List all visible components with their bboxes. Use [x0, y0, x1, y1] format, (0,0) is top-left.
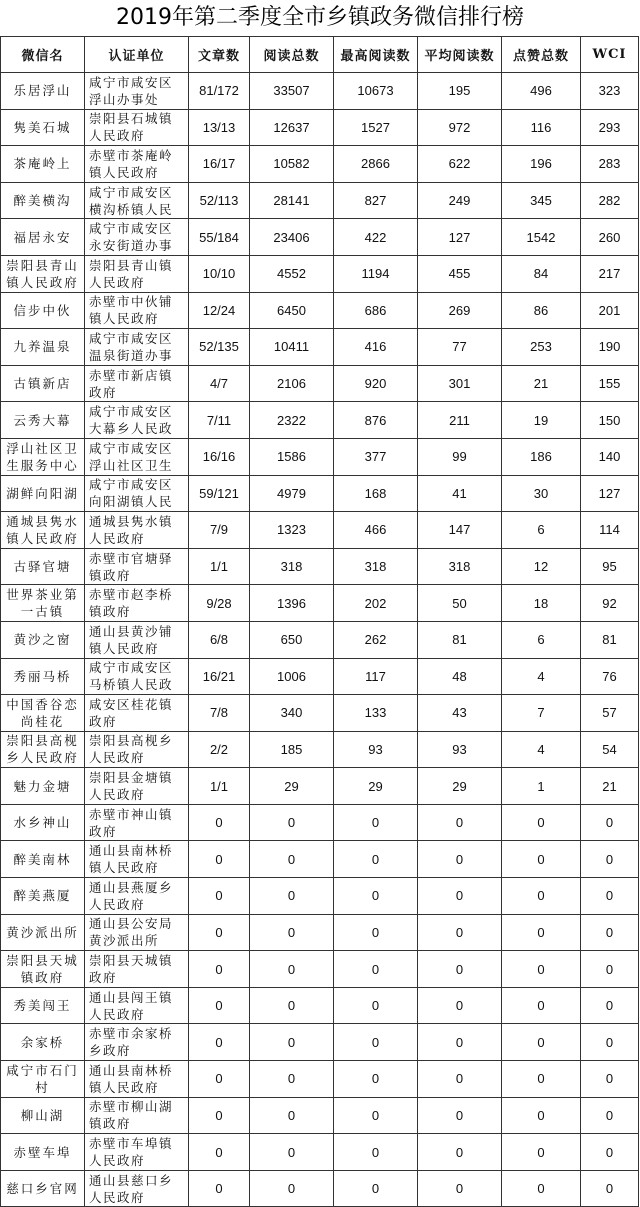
cell-total-reads: 4979: [250, 475, 334, 512]
cell-articles: 16/21: [189, 658, 250, 695]
cell-wci: 0: [581, 1170, 639, 1207]
table-row: [1, 329, 639, 366]
cell-wechat-name: 古驿官塘: [1, 548, 85, 585]
cell-wechat-name: 湖鲜向阳湖: [1, 475, 85, 512]
cell-total-likes: 0: [502, 1097, 581, 1134]
cell-avg-reads: 99: [418, 438, 502, 475]
cell-certified-unit: 通城县隽水镇人民政府: [85, 512, 189, 549]
cell-total-reads: 29: [250, 768, 334, 805]
cell-certified-unit: 赤壁市神山镇政府: [85, 804, 189, 841]
cell-total-likes: 0: [502, 951, 581, 988]
table-row: [1, 987, 639, 1024]
cell-total-likes: 1: [502, 768, 581, 805]
cell-certified-unit: 赤壁市新店镇政府: [85, 365, 189, 402]
table-row: [1, 365, 639, 402]
cell-max-reads: 686: [334, 292, 418, 329]
table-row: [1, 548, 639, 585]
cell-total-reads: 318: [250, 548, 334, 585]
cell-wci: 0: [581, 987, 639, 1024]
table-row: [1, 658, 639, 695]
cell-total-likes: 19: [502, 402, 581, 439]
cell-articles: 52/135: [189, 329, 250, 366]
table-row: [1, 621, 639, 658]
cell-total-likes: 0: [502, 987, 581, 1024]
cell-max-reads: 202: [334, 585, 418, 622]
table-row: [1, 402, 639, 439]
cell-certified-unit: 赤壁市茶庵岭镇人民政府: [85, 146, 189, 183]
table-row: [1, 109, 639, 146]
cell-wci: 282: [581, 182, 639, 219]
cell-total-reads: 4552: [250, 255, 334, 292]
column-header-max-reads: 最高阅读数: [334, 37, 418, 73]
cell-certified-unit: 通山县慈口乡人民政府: [85, 1170, 189, 1207]
column-header-total-reads: 阅读总数: [250, 37, 334, 73]
cell-avg-reads: 211: [418, 402, 502, 439]
cell-articles: 1/1: [189, 548, 250, 585]
cell-max-reads: 2866: [334, 146, 418, 183]
cell-certified-unit: 通山县燕厦乡人民政府: [85, 878, 189, 915]
cell-total-likes: 30: [502, 475, 581, 512]
table-row: [1, 841, 639, 878]
cell-avg-reads: 0: [418, 878, 502, 915]
cell-avg-reads: 0: [418, 1170, 502, 1207]
table-row: [1, 512, 639, 549]
cell-wci: 0: [581, 878, 639, 915]
cell-wci: 260: [581, 219, 639, 256]
ranking-table: [0, 36, 639, 1207]
cell-wci: 283: [581, 146, 639, 183]
cell-certified-unit: 咸宁市咸安区浮山办事处: [85, 73, 189, 110]
cell-total-likes: 84: [502, 255, 581, 292]
cell-total-reads: 10411: [250, 329, 334, 366]
cell-wci: 95: [581, 548, 639, 585]
cell-articles: 16/16: [189, 438, 250, 475]
cell-wechat-name: 信步中伙: [1, 292, 85, 329]
cell-wci: 0: [581, 1097, 639, 1134]
cell-total-reads: 0: [250, 804, 334, 841]
table-row: [1, 1024, 639, 1061]
column-header-wechat-name: 微信名: [1, 37, 85, 73]
cell-max-reads: 0: [334, 1061, 418, 1098]
cell-max-reads: 0: [334, 914, 418, 951]
cell-wechat-name: 云秀大幕: [1, 402, 85, 439]
cell-articles: 0: [189, 1061, 250, 1098]
cell-total-reads: 0: [250, 878, 334, 915]
column-header-articles: 文章数: [189, 37, 250, 73]
cell-total-likes: 6: [502, 512, 581, 549]
cell-total-reads: 1323: [250, 512, 334, 549]
cell-total-likes: 0: [502, 1061, 581, 1098]
table-row: [1, 292, 639, 329]
cell-wechat-name: 余家桥: [1, 1024, 85, 1061]
cell-certified-unit: 通山县闯王镇人民政府: [85, 987, 189, 1024]
cell-wci: 114: [581, 512, 639, 549]
cell-wechat-name: 慈口乡官网: [1, 1170, 85, 1207]
cell-total-reads: 33507: [250, 73, 334, 110]
cell-wci: 155: [581, 365, 639, 402]
table-row: [1, 804, 639, 841]
cell-articles: 10/10: [189, 255, 250, 292]
cell-avg-reads: 48: [418, 658, 502, 695]
cell-articles: 81/172: [189, 73, 250, 110]
cell-wechat-name: 赤壁车埠: [1, 1134, 85, 1171]
cell-total-reads: 0: [250, 841, 334, 878]
cell-wci: 21: [581, 768, 639, 805]
column-header-certified-unit: 认证单位: [85, 37, 189, 73]
cell-articles: 0: [189, 1170, 250, 1207]
cell-total-reads: 650: [250, 621, 334, 658]
cell-wechat-name: 魅力金塘: [1, 768, 85, 805]
cell-wechat-name: 茶庵岭上: [1, 146, 85, 183]
cell-total-likes: 7: [502, 695, 581, 732]
cell-wechat-name: 福居永安: [1, 219, 85, 256]
cell-wci: 0: [581, 1024, 639, 1061]
cell-max-reads: 422: [334, 219, 418, 256]
cell-articles: 52/113: [189, 182, 250, 219]
cell-wci: 140: [581, 438, 639, 475]
cell-articles: 13/13: [189, 109, 250, 146]
cell-total-reads: 12637: [250, 109, 334, 146]
cell-wci: 0: [581, 1061, 639, 1098]
table-row: [1, 585, 639, 622]
cell-articles: 0: [189, 804, 250, 841]
cell-total-likes: 0: [502, 878, 581, 915]
cell-articles: 6/8: [189, 621, 250, 658]
cell-wechat-name: 醉美南林: [1, 841, 85, 878]
cell-certified-unit: 崇阳县高枧乡人民政府: [85, 731, 189, 768]
cell-avg-reads: 318: [418, 548, 502, 585]
cell-wci: 127: [581, 475, 639, 512]
cell-avg-reads: 41: [418, 475, 502, 512]
cell-total-reads: 185: [250, 731, 334, 768]
cell-articles: 7/8: [189, 695, 250, 732]
cell-articles: 1/1: [189, 768, 250, 805]
cell-total-reads: 0: [250, 1024, 334, 1061]
cell-certified-unit: 咸宁市咸安区浮山社区卫生: [85, 438, 189, 475]
cell-wci: 217: [581, 255, 639, 292]
cell-total-reads: 2106: [250, 365, 334, 402]
cell-total-reads: 1396: [250, 585, 334, 622]
cell-total-likes: 18: [502, 585, 581, 622]
cell-max-reads: 1527: [334, 109, 418, 146]
cell-certified-unit: 崇阳县青山镇人民政府: [85, 255, 189, 292]
cell-wci: 76: [581, 658, 639, 695]
cell-max-reads: 133: [334, 695, 418, 732]
cell-avg-reads: 127: [418, 219, 502, 256]
cell-max-reads: 1194: [334, 255, 418, 292]
cell-articles: 0: [189, 1097, 250, 1134]
cell-articles: 0: [189, 1134, 250, 1171]
cell-wci: 54: [581, 731, 639, 768]
cell-total-likes: 0: [502, 1170, 581, 1207]
table-row: [1, 878, 639, 915]
cell-total-reads: 0: [250, 1170, 334, 1207]
cell-certified-unit: 通山县南林桥镇人民政府: [85, 1061, 189, 1098]
cell-avg-reads: 81: [418, 621, 502, 658]
cell-certified-unit: 赤壁市余家桥乡政府: [85, 1024, 189, 1061]
cell-wci: 293: [581, 109, 639, 146]
cell-wechat-name: 崇阳县青山镇人民政府: [1, 255, 85, 292]
cell-articles: 12/24: [189, 292, 250, 329]
cell-wci: 190: [581, 329, 639, 366]
cell-max-reads: 318: [334, 548, 418, 585]
cell-max-reads: 920: [334, 365, 418, 402]
cell-total-likes: 1542: [502, 219, 581, 256]
cell-total-likes: 496: [502, 73, 581, 110]
cell-avg-reads: 0: [418, 841, 502, 878]
cell-articles: 0: [189, 987, 250, 1024]
cell-total-likes: 116: [502, 109, 581, 146]
cell-total-likes: 0: [502, 914, 581, 951]
cell-wechat-name: 咸宁市石门村: [1, 1061, 85, 1098]
cell-avg-reads: 0: [418, 914, 502, 951]
table-row: [1, 951, 639, 988]
cell-certified-unit: 咸安区桂花镇政府: [85, 695, 189, 732]
cell-max-reads: 0: [334, 878, 418, 915]
cell-avg-reads: 972: [418, 109, 502, 146]
cell-max-reads: 0: [334, 987, 418, 1024]
table-header-row: [1, 37, 639, 73]
cell-total-likes: 186: [502, 438, 581, 475]
cell-articles: 2/2: [189, 731, 250, 768]
cell-max-reads: 466: [334, 512, 418, 549]
cell-avg-reads: 0: [418, 987, 502, 1024]
cell-articles: 9/28: [189, 585, 250, 622]
cell-certified-unit: 通山县黄沙铺镇人民政府: [85, 621, 189, 658]
cell-max-reads: 0: [334, 1134, 418, 1171]
cell-certified-unit: 咸宁市咸安区向阳湖镇人民: [85, 475, 189, 512]
cell-wci: 201: [581, 292, 639, 329]
cell-wechat-name: 秀丽马桥: [1, 658, 85, 695]
cell-total-reads: 6450: [250, 292, 334, 329]
cell-wechat-name: 柳山湖: [1, 1097, 85, 1134]
cell-wci: 0: [581, 951, 639, 988]
table-row: [1, 146, 639, 183]
cell-avg-reads: 0: [418, 804, 502, 841]
cell-wechat-name: 世界茶业第一古镇: [1, 585, 85, 622]
cell-total-likes: 0: [502, 1024, 581, 1061]
cell-wechat-name: 乐居浮山: [1, 73, 85, 110]
cell-total-likes: 6: [502, 621, 581, 658]
cell-avg-reads: 93: [418, 731, 502, 768]
cell-wci: 0: [581, 1134, 639, 1171]
cell-max-reads: 262: [334, 621, 418, 658]
cell-certified-unit: 赤壁市车埠镇人民政府: [85, 1134, 189, 1171]
cell-avg-reads: 0: [418, 1134, 502, 1171]
cell-wci: 0: [581, 914, 639, 951]
table-row: [1, 768, 639, 805]
table-row: [1, 255, 639, 292]
cell-articles: 7/11: [189, 402, 250, 439]
table-row: [1, 1170, 639, 1207]
table-row: [1, 1061, 639, 1098]
table-row: [1, 219, 639, 256]
table-row: [1, 438, 639, 475]
cell-avg-reads: 0: [418, 1061, 502, 1098]
cell-avg-reads: 0: [418, 1097, 502, 1134]
cell-articles: 55/184: [189, 219, 250, 256]
cell-certified-unit: 咸宁市咸安区永安街道办事: [85, 219, 189, 256]
cell-max-reads: 0: [334, 1097, 418, 1134]
cell-avg-reads: 195: [418, 73, 502, 110]
cell-certified-unit: 赤壁市赵李桥镇政府: [85, 585, 189, 622]
cell-max-reads: 0: [334, 1024, 418, 1061]
cell-avg-reads: 0: [418, 1024, 502, 1061]
cell-articles: 4/7: [189, 365, 250, 402]
table-row: [1, 1134, 639, 1171]
cell-avg-reads: 455: [418, 255, 502, 292]
cell-total-reads: 10582: [250, 146, 334, 183]
cell-articles: 0: [189, 914, 250, 951]
table-row: [1, 475, 639, 512]
cell-articles: 0: [189, 1024, 250, 1061]
cell-total-likes: 0: [502, 1134, 581, 1171]
cell-total-likes: 253: [502, 329, 581, 366]
cell-wci: 81: [581, 621, 639, 658]
cell-wci: 0: [581, 841, 639, 878]
cell-wechat-name: 水乡神山: [1, 804, 85, 841]
cell-wechat-name: 古镇新店: [1, 365, 85, 402]
cell-wechat-name: 通城县隽水镇人民政府: [1, 512, 85, 549]
cell-avg-reads: 29: [418, 768, 502, 805]
cell-avg-reads: 622: [418, 146, 502, 183]
cell-max-reads: 117: [334, 658, 418, 695]
cell-wci: 150: [581, 402, 639, 439]
cell-max-reads: 0: [334, 951, 418, 988]
cell-certified-unit: 通山县南林桥镇人民政府: [85, 841, 189, 878]
cell-total-reads: 0: [250, 1097, 334, 1134]
cell-max-reads: 876: [334, 402, 418, 439]
cell-avg-reads: 269: [418, 292, 502, 329]
cell-certified-unit: 赤壁市柳山湖镇政府: [85, 1097, 189, 1134]
cell-wechat-name: 中国香谷恋尚桂花: [1, 695, 85, 732]
cell-max-reads: 93: [334, 731, 418, 768]
cell-certified-unit: 通山县公安局黄沙派出所: [85, 914, 189, 951]
column-header-wci: WCI: [581, 37, 639, 73]
cell-total-reads: 0: [250, 951, 334, 988]
cell-certified-unit: 赤壁市官塘驿镇政府: [85, 548, 189, 585]
cell-articles: 0: [189, 841, 250, 878]
cell-total-likes: 345: [502, 182, 581, 219]
cell-certified-unit: 咸宁市咸安区横沟桥镇人民: [85, 182, 189, 219]
cell-avg-reads: 77: [418, 329, 502, 366]
cell-wechat-name: 醉美横沟: [1, 182, 85, 219]
cell-articles: 0: [189, 951, 250, 988]
cell-max-reads: 168: [334, 475, 418, 512]
cell-total-reads: 340: [250, 695, 334, 732]
cell-wechat-name: 九养温泉: [1, 329, 85, 366]
cell-wci: 323: [581, 73, 639, 110]
cell-total-likes: 196: [502, 146, 581, 183]
cell-total-reads: 23406: [250, 219, 334, 256]
cell-total-likes: 12: [502, 548, 581, 585]
cell-total-likes: 4: [502, 731, 581, 768]
cell-total-likes: 4: [502, 658, 581, 695]
cell-max-reads: 10673: [334, 73, 418, 110]
cell-articles: 7/9: [189, 512, 250, 549]
cell-total-likes: 0: [502, 804, 581, 841]
cell-certified-unit: 崇阳县石城镇人民政府: [85, 109, 189, 146]
cell-articles: 59/121: [189, 475, 250, 512]
cell-certified-unit: 咸宁市咸安区大幕乡人民政: [85, 402, 189, 439]
cell-max-reads: 29: [334, 768, 418, 805]
cell-wci: 0: [581, 804, 639, 841]
cell-wci: 92: [581, 585, 639, 622]
cell-max-reads: 0: [334, 1170, 418, 1207]
cell-total-likes: 86: [502, 292, 581, 329]
cell-avg-reads: 301: [418, 365, 502, 402]
cell-total-likes: 21: [502, 365, 581, 402]
cell-avg-reads: 0: [418, 951, 502, 988]
cell-avg-reads: 147: [418, 512, 502, 549]
cell-wechat-name: 醉美燕厦: [1, 878, 85, 915]
cell-certified-unit: 赤壁市中伙铺镇人民政府: [85, 292, 189, 329]
cell-wechat-name: 崇阳县高枧乡人民政府: [1, 731, 85, 768]
cell-wechat-name: 黄沙之窗: [1, 621, 85, 658]
cell-articles: 0: [189, 878, 250, 915]
cell-max-reads: 827: [334, 182, 418, 219]
cell-total-reads: 28141: [250, 182, 334, 219]
cell-total-reads: 0: [250, 1134, 334, 1171]
cell-total-reads: 1006: [250, 658, 334, 695]
cell-certified-unit: 崇阳县金塘镇人民政府: [85, 768, 189, 805]
cell-avg-reads: 50: [418, 585, 502, 622]
column-header-avg-reads: 平均阅读数: [418, 37, 502, 73]
table-row: [1, 1097, 639, 1134]
cell-wechat-name: 浮山社区卫生服务中心: [1, 438, 85, 475]
page-title: 2019年第二季度全市乡镇政务微信排行榜: [116, 5, 524, 30]
column-header-total-likes: 点赞总数: [502, 37, 581, 73]
cell-wechat-name: 黄沙派出所: [1, 914, 85, 951]
cell-wechat-name: 崇阳县天城镇政府: [1, 951, 85, 988]
table-row: [1, 182, 639, 219]
table-row: [1, 73, 639, 110]
table-row: [1, 914, 639, 951]
cell-certified-unit: 崇阳县天城镇政府: [85, 951, 189, 988]
cell-max-reads: 0: [334, 804, 418, 841]
cell-total-reads: 2322: [250, 402, 334, 439]
cell-certified-unit: 咸宁市咸安区马桥镇人民政: [85, 658, 189, 695]
cell-max-reads: 377: [334, 438, 418, 475]
cell-articles: 16/17: [189, 146, 250, 183]
cell-wechat-name: 隽美石城: [1, 109, 85, 146]
cell-avg-reads: 249: [418, 182, 502, 219]
cell-wci: 57: [581, 695, 639, 732]
cell-certified-unit: 咸宁市咸安区温泉街道办事: [85, 329, 189, 366]
cell-wechat-name: 秀美闯王: [1, 987, 85, 1024]
cell-total-reads: 0: [250, 987, 334, 1024]
table-row: [1, 731, 639, 768]
cell-total-likes: 0: [502, 841, 581, 878]
table-row: [1, 695, 639, 732]
table-body: [1, 73, 639, 1207]
cell-total-reads: 0: [250, 914, 334, 951]
cell-total-reads: 0: [250, 1061, 334, 1098]
cell-total-reads: 1586: [250, 438, 334, 475]
cell-avg-reads: 43: [418, 695, 502, 732]
cell-max-reads: 416: [334, 329, 418, 366]
cell-max-reads: 0: [334, 841, 418, 878]
